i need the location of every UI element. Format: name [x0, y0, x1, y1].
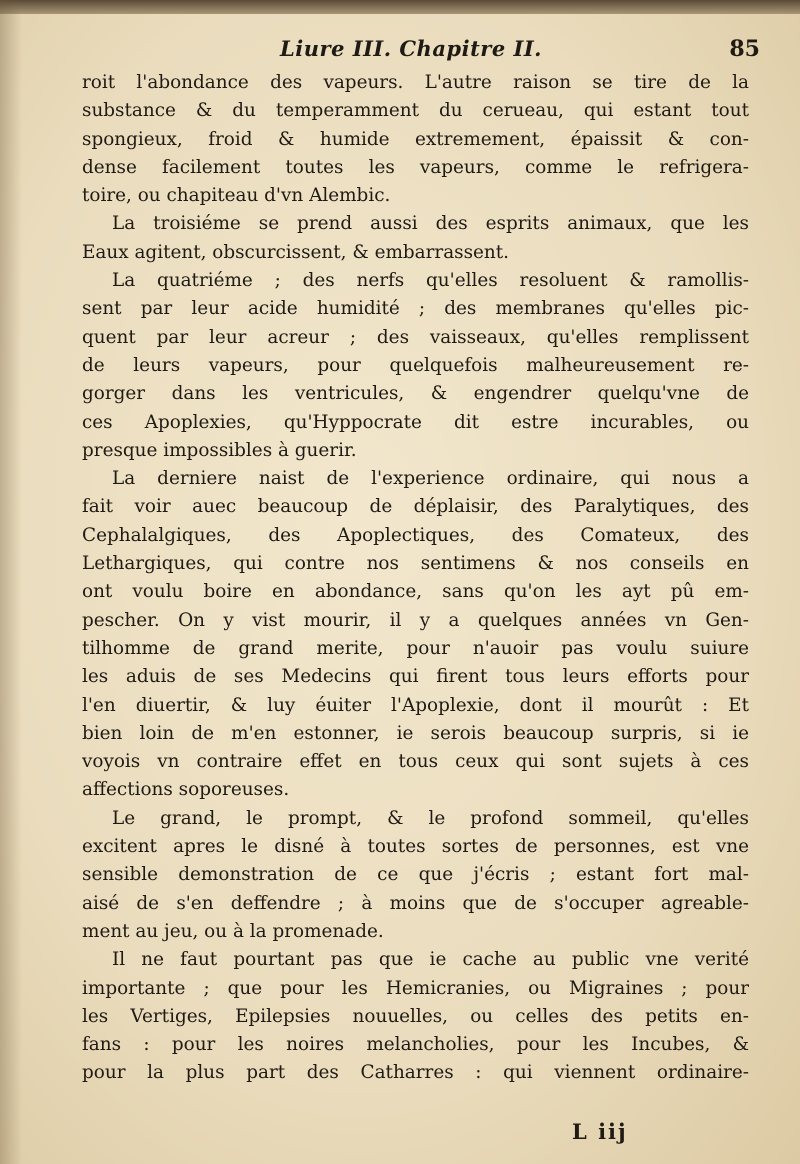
text-line: La derniere naist de l'experience ordinaire, qui nous a [112, 468, 749, 490]
text-line: bien loin de m'en estonner, ie serois beaucoup surpris, si ie [82, 722, 749, 744]
text-line: presque impossibles à guerir. [82, 439, 357, 461]
text-line: ment au jeu, ou à la promenade. [82, 920, 384, 942]
text-line: Cephalalgiques, des Apoplectiques, des Comateux, des [82, 524, 749, 546]
text-line: pescher. On y vist mourir, il y a quelques années vn Gen- [82, 609, 749, 631]
text-line: roit l'abondance des vapeurs. L'autre raison se tire de la [82, 72, 749, 93]
page-header [0, 36, 800, 66]
text-line: quent par leur acreur ; des vaisseaux, qu'elles remplissent [82, 326, 749, 348]
text-line: importante ; que pour les Hemicranies, ou Migraines ; pour [82, 977, 749, 999]
page-number: 85 [729, 36, 760, 62]
text-line: Le grand, le prompt, & le profond sommeil, qu'elles [112, 807, 749, 829]
text-line: toire, ou chapiteau d'vn Alembic. [82, 185, 391, 207]
text-line: sensible demonstration de ce que j'écris ; estant fort mal- [82, 864, 749, 886]
text-line: excitent apres le disné à toutes sortes de personnes, est vne [82, 836, 749, 858]
text-line: Eaux agitent, obscurcissent, & embarrassent. [82, 241, 510, 263]
text-line: l'en diuertir, & luy éuiter l'Apoplexie, dont il mourût : Et [82, 694, 749, 716]
text-line: tilhomme de grand merite, pour n'auoir pas voulu suiure [82, 637, 749, 659]
text-line: les aduis de ses Medecins qui firent tous leurs efforts pour [82, 666, 749, 688]
running-head: Liure III. Chapitre II. [280, 36, 542, 61]
text-line: dense facilement toutes les vapeurs, comme le refrigera- [82, 156, 749, 178]
body-text [82, 69, 749, 1088]
text-line: aisé de s'en deffendre ; à moins que de s'occuper agreable- [82, 892, 749, 914]
text-line: substance & du temperamment du cerueau, qui estant tout [82, 100, 749, 122]
signature-mark: L iij [572, 1119, 628, 1144]
text-line: voyois vn contraire effet en tous ceux qui sont sujets à ces [82, 751, 749, 773]
text-line: les Vertiges, Epilepsies nouuelles, ou celles des petits en- [82, 1005, 749, 1027]
page-top-edge [0, 0, 800, 14]
text-line: Il ne faut pourtant pas que ie cache au public vne verité [112, 949, 749, 971]
text-line: ces Apoplexies, qu'Hyppocrate dit estre incurables, ou [82, 411, 749, 433]
text-line: pour la plus part des Catharres : qui viennent ordinaire- [82, 1062, 749, 1084]
text-line: Lethargiques, qui contre nos sentimens & nos conseils en [82, 553, 749, 575]
text-line: fait voir auec beaucoup de déplaisir, des Paralytiques, des [82, 496, 749, 518]
text-line: La troisiéme se prend aussi des esprits animaux, que les [112, 213, 749, 235]
text-line: gorger dans les ventricules, & engendrer quelqu'vne de [82, 383, 749, 405]
text-line: spongieux, froid & humide extremement, épaissit & con- [82, 128, 749, 150]
text-line: fans : pour les noires melancholies, pour les Incubes, & [82, 1034, 749, 1056]
gutter-shadow [0, 0, 22, 1164]
text-line: affections soporeuses. [82, 779, 290, 801]
text-line: La quatriéme ; des nerfs qu'elles resoluent & ramollis- [112, 270, 749, 292]
text-line: sent par leur acide humidité ; des membranes qu'elles pic- [82, 298, 749, 320]
text-line: ont voulu boire en abondance, sans qu'on les ayt pû em- [82, 581, 749, 603]
text-line: de leurs vapeurs, pour quelquefois malheureusement re- [82, 354, 749, 376]
